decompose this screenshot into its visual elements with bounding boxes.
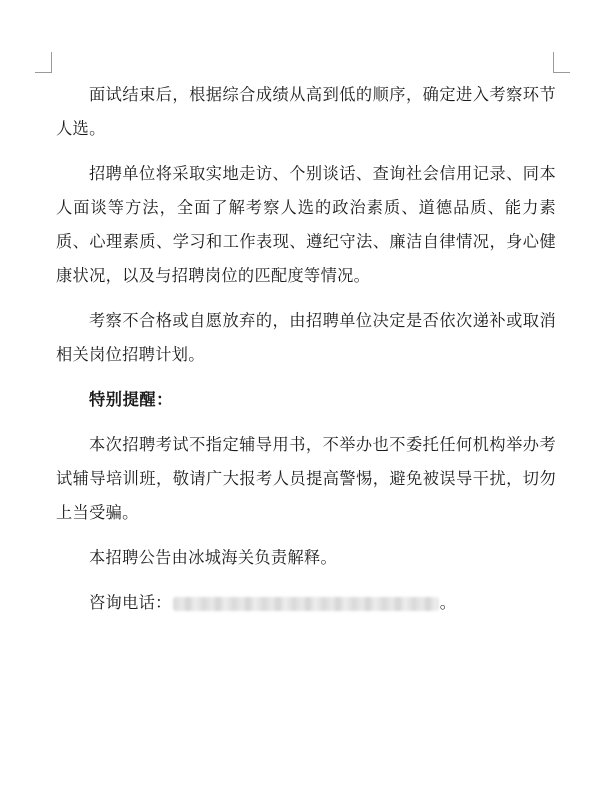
crop-mark-top-left: [35, 52, 52, 73]
paragraph-interpretation: 本招聘公告由冰城海关负责解释。: [89, 548, 338, 567]
crop-mark-top-right: [553, 52, 570, 73]
paragraph-inspection-failure: 考察不合格或自愿放弃的，由招聘单位决定是否依次递补或取消相关岗位招聘计划。: [56, 311, 556, 364]
paragraph-inspection-method: 招聘单位将采取实地走访、个别谈话、查询社会信用记录、同本人面谈等方法，全面了解考察人选的政治素质、道德品质、能力素质、心理素质、学习和工作表现、遵纪守法、廉洁自律情况，身心健康状况，以及与招聘岗位的匹配度等情况。: [56, 164, 556, 285]
paragraph-interview-result: 面试结束后，根据综合成绩从高到低的顺序，确定进入考察环节人选。: [56, 85, 556, 138]
phone-number-redacted: [173, 597, 439, 611]
reminder-heading: 特别提醒：: [89, 390, 173, 409]
paragraph-contact: [56, 586, 556, 620]
document-body: [56, 78, 556, 620]
contact-label: 咨询电话：: [89, 593, 172, 612]
contact-end-mark: 。: [439, 593, 457, 612]
paragraph-reminder: 本次招聘考试不指定辅导用书，不举办也不委托任何机构举办考试辅导培训班，敬请广大报考人员提高警惕，避免被误导干扰，切勿上当受骗。: [56, 435, 556, 522]
